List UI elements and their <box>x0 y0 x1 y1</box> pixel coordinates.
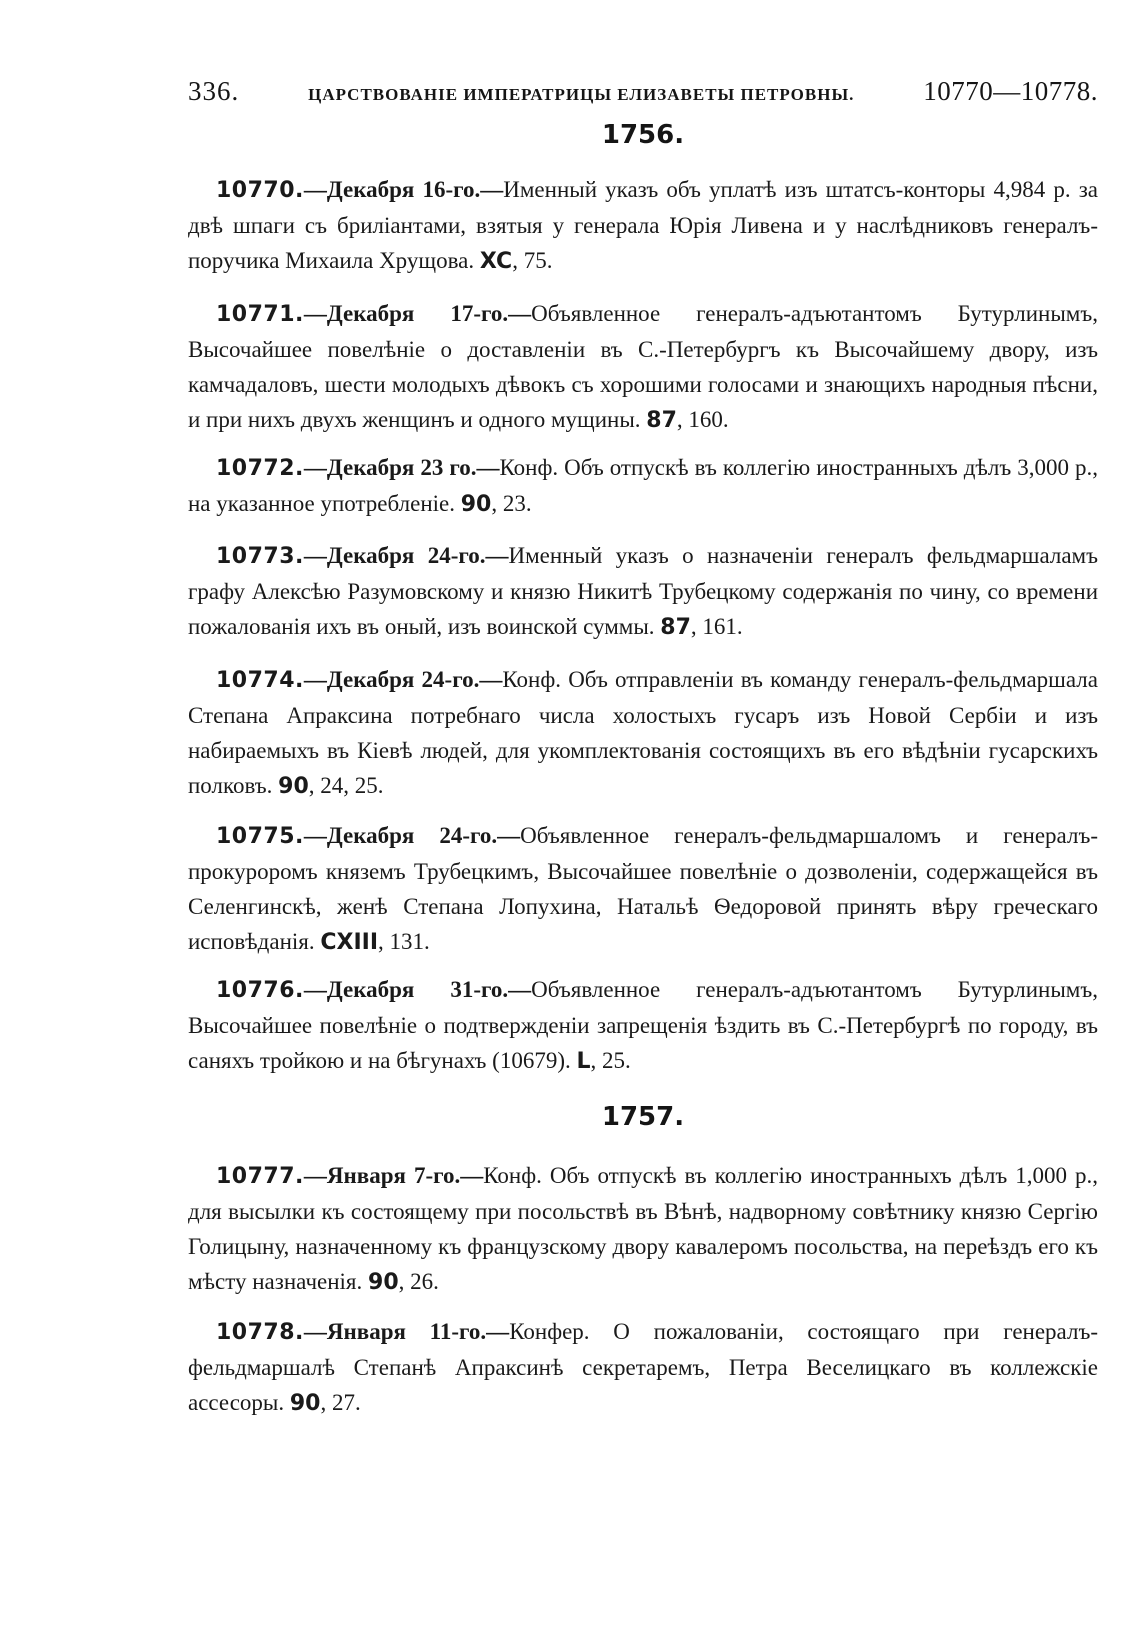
entry-source: 90 <box>289 1391 321 1416</box>
entry-ref: , 161. <box>690 614 743 639</box>
entry-date: —Января 11-го.— <box>303 1319 510 1344</box>
entry-ref: , 23. <box>491 491 532 516</box>
entry-10773 <box>188 538 1098 645</box>
entry-10777 <box>188 1158 1098 1300</box>
entry-text: Конфер. О пожалованіи, состоящаго при генералъ-фельдмаршалѣ Степанѣ Апраксинѣ секретаремъ, Петра Веселицкаго въ коллежскіе ассесоры. <box>188 1319 1098 1415</box>
entry-source: 90 <box>278 774 309 799</box>
entry-number: 10778. <box>216 1320 304 1345</box>
entry-text: Объявленное генералъ-адъютантомъ Бутурлинымъ, Высочайшее повелѣніе о подтвержденіи запрещенія ѣздить въ С.-Петербургѣ по городу, въ саняхъ тройкою и на бѣгунахъ (10679). <box>188 977 1098 1073</box>
entry-number: 10775. <box>216 824 304 849</box>
entry-number: 10771. <box>216 302 304 327</box>
entry-10770 <box>188 172 1098 279</box>
entry-number: 10770. <box>216 178 304 203</box>
year-heading-1757: 1757. <box>601 1102 685 1132</box>
entry-number: 10777. <box>216 1164 304 1189</box>
entry-ref: , 160. <box>676 407 729 432</box>
entry-text: Именный указъ объ уплатѣ изъ штатсъ-конторы 4,984 р. за двѣ шпаги съ бриліантами, взятыя у генерала Юрія Ливена и у наслѣдниковъ генералъ-поручика Михаила Хрущова. <box>188 177 1098 273</box>
entry-10778 <box>188 1314 1098 1421</box>
entry-source: 87 <box>660 615 691 640</box>
entry-10772 <box>188 450 1098 522</box>
entry-ref: , 75. <box>512 248 553 273</box>
entry-date: —Января 7-го.— <box>303 1163 484 1188</box>
entry-number: 10773. <box>216 544 304 569</box>
entry-number: 10772. <box>216 456 304 481</box>
year-heading-1756: 1756. <box>601 120 685 150</box>
entry-source: L <box>576 1049 591 1074</box>
running-title: ЦАРСТВОВАНІЕ ИМПЕРАТРИЦЫ ЕЛИЗАВЕТЫ ПЕТРОВНЫ. <box>308 85 855 104</box>
entry-ref: , 25. <box>590 1048 631 1073</box>
entry-ref: , 24, 25. <box>308 773 384 798</box>
entry-text: Именный указъ о назначеніи генералъ фельдмаршаламъ графу Алексѣю Разумовскому и князю Никитѣ Трубецкому содержанія по чину, со времени пожалованія ихъ въ оный, изъ воинской суммы. <box>188 543 1098 639</box>
entry-text: Конф. Объ отпускѣ въ коллегію иностранныхъ дѣлъ 3,000 р., на указанное употребленіе. <box>188 455 1099 516</box>
entry-10771 <box>188 296 1098 438</box>
entry-source: CXIII <box>320 930 379 955</box>
entry-text: Конф. Объ отправленіи въ команду генералъ-фельдмаршала Степана Апраксина потребнаго числа холостыхъ гусаръ изъ Новой Сербіи и изъ набираемыхъ въ Кіевѣ людей, для укомплектованія состоящихъ въ его вѣдѣніи гусарскихъ полковъ. <box>188 667 1098 798</box>
page-header <box>188 76 1098 110</box>
entry-source: 90 <box>368 1270 399 1295</box>
entry-number: 10776. <box>216 978 304 1003</box>
entry-ref: , 27. <box>320 1390 361 1415</box>
entry-date: —Декабря 17-го.— <box>303 301 532 326</box>
entry-source: XC <box>479 249 513 274</box>
entry-text: Объявленное генералъ-фельдмаршаломъ и генералъ-прокуроромъ княземъ Трубецкимъ, Высочайшее повелѣніе о дозволеніи, содержащейся въ Селенгинскѣ, женѣ Степана Лопухина, Натальѣ Ѳедоровой принять вѣру греческаго исповѣданія. <box>188 823 1098 954</box>
entry-10774 <box>188 662 1098 804</box>
entry-text: Объявленное генералъ-адъютантомъ Бутурлинымъ, Высочайшее повелѣніе о доставленіи въ С.-Петербургъ къ Высочайшему двору, изъ камчадаловъ, шести молодыхъ дѣвокъ съ хорошими голосами и знающихъ народныя пѣсни, и при нихъ двухъ женщинъ и одного мущины. <box>188 301 1098 432</box>
entry-source: 90 <box>460 492 492 517</box>
page-number: 336. <box>188 76 240 106</box>
entry-ref: , 26. <box>398 1269 439 1294</box>
entry-date: —Декабря 16-го.— <box>303 177 504 202</box>
entry-date: —Декабря 24-го.— <box>303 543 509 568</box>
entry-date: —Декабря 23 го.— <box>303 455 500 480</box>
entry-10775 <box>188 818 1098 960</box>
entry-date: —Декабря 31-го.— <box>303 977 532 1002</box>
entry-date: —Декабря 24-го.— <box>303 667 503 692</box>
entry-10776 <box>188 972 1098 1079</box>
entry-text: Конф. Объ отпускѣ въ коллегію иностранныхъ дѣлъ 1,000 р., для высылки къ состоящему при посольствѣ въ Вѣнѣ, надворному совѣтнику князю Сергію Голицыну, назначенному къ французскому двору кавалеромъ посольства, на переѣздъ его къ мѣсту назначенія. <box>188 1163 1098 1294</box>
entry-number: 10774. <box>216 668 304 693</box>
entry-date: —Декабря 24-го.— <box>303 823 521 848</box>
entry-range: 10770—10778. <box>923 76 1098 106</box>
entry-source: 87 <box>646 408 677 433</box>
entry-ref: , 131. <box>378 929 430 954</box>
